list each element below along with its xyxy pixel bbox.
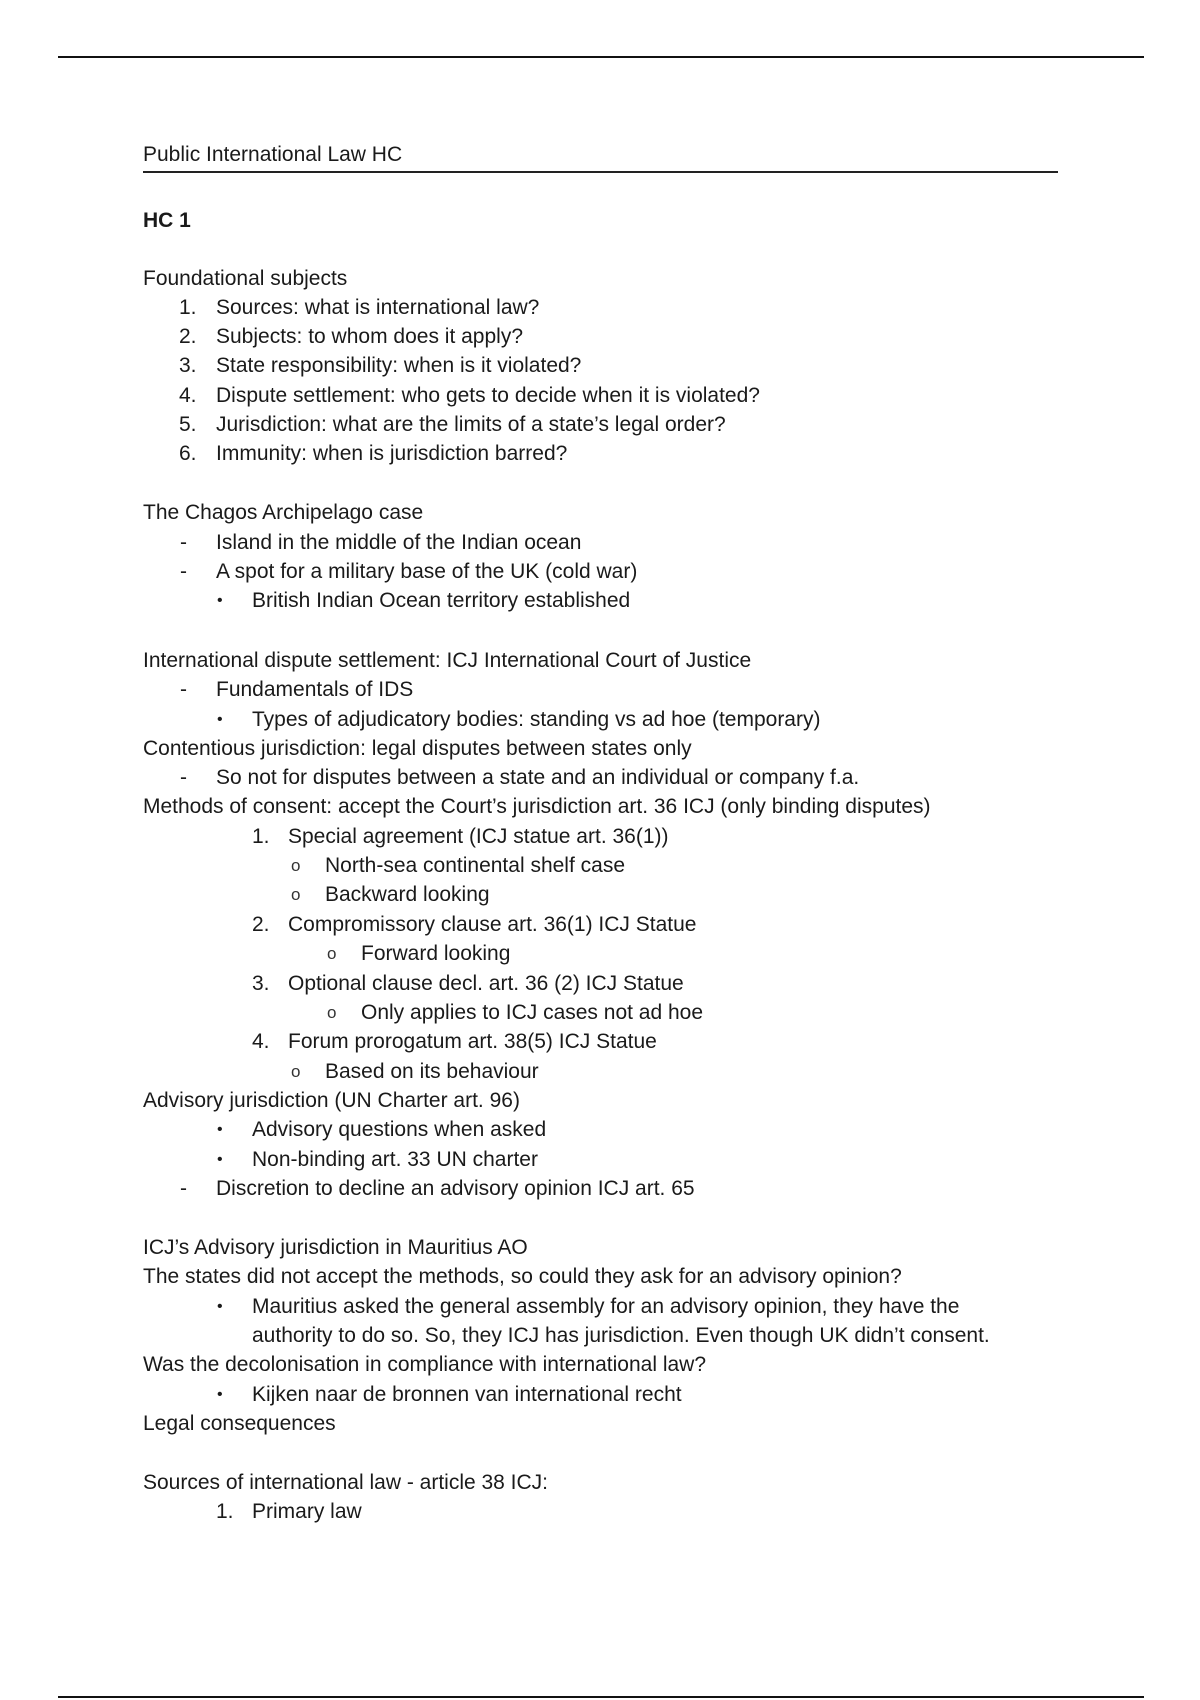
list-number: 1.: [179, 296, 197, 319]
list-number: 4.: [179, 384, 197, 407]
list-item-text: Forward looking: [361, 942, 511, 965]
section-title: HC 1: [143, 209, 191, 232]
dash-marker: -: [180, 560, 187, 583]
list-number: 3.: [252, 972, 270, 995]
ids-heading: International dispute settlement: ICJ International Court of Justice: [143, 649, 752, 672]
list-item-text: Mauritius asked the general assembly for an advisory opinion, they have the: [252, 1295, 960, 1318]
bullet-marker: •: [217, 1151, 223, 1168]
advisory-heading: Advisory jurisdiction (UN Charter art. 96): [143, 1089, 520, 1112]
dash-marker: -: [180, 531, 187, 554]
list-number: 3.: [179, 354, 197, 377]
sources-heading: Sources of international law - article 38 ICJ:: [143, 1471, 549, 1494]
list-item-text: A spot for a military base of the UK (cold war): [216, 560, 638, 583]
list-item-text: So not for disputes between a state and an individual or company f.a.: [216, 766, 860, 789]
list-item-text: State responsibility: when is it violated?: [216, 354, 582, 377]
list-item-text: Kijken naar de bronnen van international recht: [252, 1383, 682, 1406]
list-item-text: Special agreement (ICJ statue art. 36(1)): [288, 825, 669, 848]
list-item-text: British Indian Ocean territory established: [252, 589, 631, 612]
bullet-marker: •: [217, 1386, 223, 1403]
list-item-text: Jurisdiction: what are the limits of a state’s legal order?: [216, 413, 726, 436]
list-item-text: Only applies to ICJ cases not ad hoe: [361, 1001, 704, 1024]
circle-marker: o: [291, 1062, 301, 1081]
document-page: [143, 140, 1058, 1523]
list-item-text: Immunity: when is jurisdiction barred?: [216, 442, 568, 465]
chagos-heading: The Chagos Archipelago case: [143, 501, 424, 524]
list-item-text: Compromissory clause art. 36(1) ICJ Statue: [288, 913, 697, 936]
list-item-text: Non-binding art. 33 UN charter: [252, 1148, 538, 1171]
circle-marker: o: [291, 856, 301, 875]
bullet-marker: •: [217, 1298, 223, 1315]
legal-consequences: Legal consequences: [143, 1412, 336, 1435]
list-item-text: Island in the middle of the Indian ocean: [216, 531, 582, 554]
circle-marker: o: [327, 1003, 337, 1022]
list-number: 2.: [252, 913, 270, 936]
mauritius-question: The states did not accept the methods, so could they ask for an advisory opinion?: [143, 1265, 902, 1288]
methods-heading: Methods of consent: accept the Court’s jurisdiction art. 36 ICJ (only binding disputes): [143, 795, 931, 818]
list-item-text: Primary law: [252, 1500, 362, 1523]
mauritius-heading: ICJ’s Advisory jurisdiction in Mauritius AO: [143, 1236, 528, 1259]
list-item-text: Optional clause decl. art. 36 (2) ICJ Statue: [288, 972, 684, 995]
dash-marker: -: [180, 678, 187, 701]
bullet-marker: •: [217, 1121, 223, 1138]
list-item-text: Forum prorogatum art. 38(5) ICJ Statue: [288, 1030, 657, 1053]
list-item-text: North-sea continental shelf case: [325, 854, 625, 877]
decolonisation-question: Was the decolonisation in compliance with international law?: [143, 1353, 707, 1376]
page-bottom-rule: [58, 1696, 1144, 1698]
list-number: 4.: [252, 1030, 270, 1053]
list-number: 2.: [179, 325, 197, 348]
contentious-heading: Contentious jurisdiction: legal disputes between states only: [143, 737, 692, 760]
list-item-text: Sources: what is international law?: [216, 296, 540, 319]
document-header: Public International Law HC: [143, 140, 1058, 173]
list-number: 6.: [179, 442, 197, 465]
list-number: 1.: [216, 1500, 234, 1523]
list-item-text: Subjects: to whom does it apply?: [216, 325, 524, 348]
list-item-text: Dispute settlement: who gets to decide when it is violated?: [216, 384, 760, 407]
list-item-text: Backward looking: [325, 883, 490, 906]
circle-marker: o: [291, 885, 301, 904]
bullet-marker: •: [217, 711, 223, 728]
list-item-text: Discretion to decline an advisory opinion ICJ art. 65: [216, 1177, 695, 1200]
list-number: 1.: [252, 825, 270, 848]
circle-marker: o: [327, 944, 337, 963]
list-item-text: authority to do so. So, they ICJ has jurisdiction. Even though UK didn’t consent.: [252, 1324, 990, 1347]
list-item-text: Based on its behaviour: [325, 1060, 539, 1083]
foundational-heading: Foundational subjects: [143, 267, 348, 290]
page-top-rule: [58, 56, 1144, 58]
list-item-text: Types of adjudicatory bodies: standing vs ad hoe (temporary): [252, 708, 821, 731]
dash-marker: -: [180, 766, 187, 789]
bullet-marker: •: [217, 592, 223, 609]
dash-marker: -: [180, 1177, 187, 1200]
list-number: 5.: [179, 413, 197, 436]
list-item-text: Fundamentals of IDS: [216, 678, 414, 701]
list-item-text: Advisory questions when asked: [252, 1118, 547, 1141]
